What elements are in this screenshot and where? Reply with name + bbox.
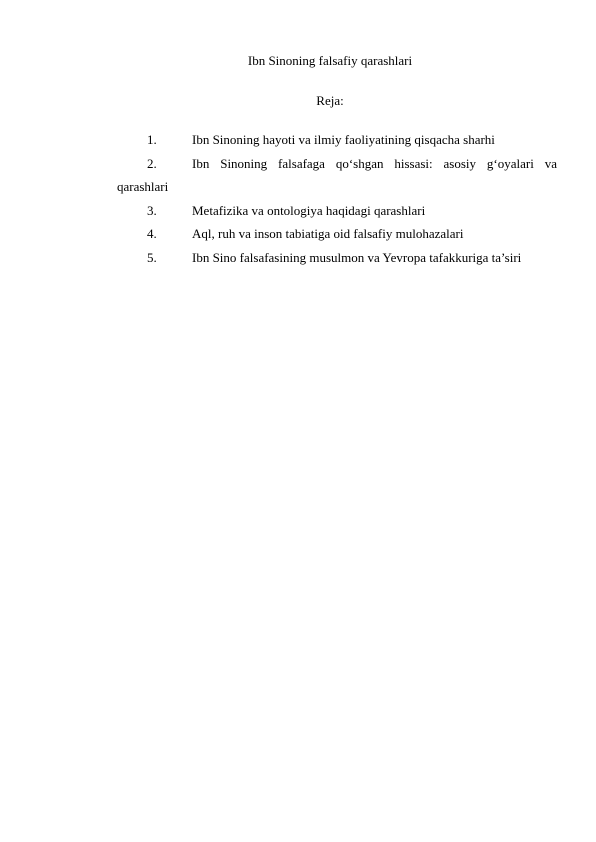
plan-item-number: 4. xyxy=(147,226,157,241)
plan-item xyxy=(117,246,557,270)
document-title: Ibn Sinoning falsafiy qarashlari xyxy=(247,53,413,68)
plan-item-text: Ibn Sinoning falsafaga qo‘shgan hissasi: asosiy g‘oyalari va qarashlari xyxy=(117,155,557,194)
plan-heading: Reja: xyxy=(316,93,344,108)
plan-item xyxy=(117,152,557,199)
plan-item xyxy=(117,128,557,152)
plan-item xyxy=(117,199,557,223)
plan-item-text: Ibn Sino falsafasining musulmon va Yevropa tafakkuriga ta’siri xyxy=(192,249,522,265)
plan-list xyxy=(117,128,557,269)
plan-item-text: Aql, ruh va inson tabiatiga oid falsafiy mulohazalari xyxy=(192,226,464,241)
plan-item xyxy=(117,222,557,246)
plan-item-text: Metafizika va ontologiya haqidagi qarashlari xyxy=(192,202,426,218)
plan-item-number: 1. xyxy=(147,132,157,147)
plan-item-number: 3. xyxy=(147,202,157,218)
plan-item-number: 5. xyxy=(147,249,157,265)
plan-item-number: 2. xyxy=(147,155,157,171)
plan-item-text: Ibn Sinoning hayoti va ilmiy faoliyatining qisqacha sharhi xyxy=(192,132,495,147)
